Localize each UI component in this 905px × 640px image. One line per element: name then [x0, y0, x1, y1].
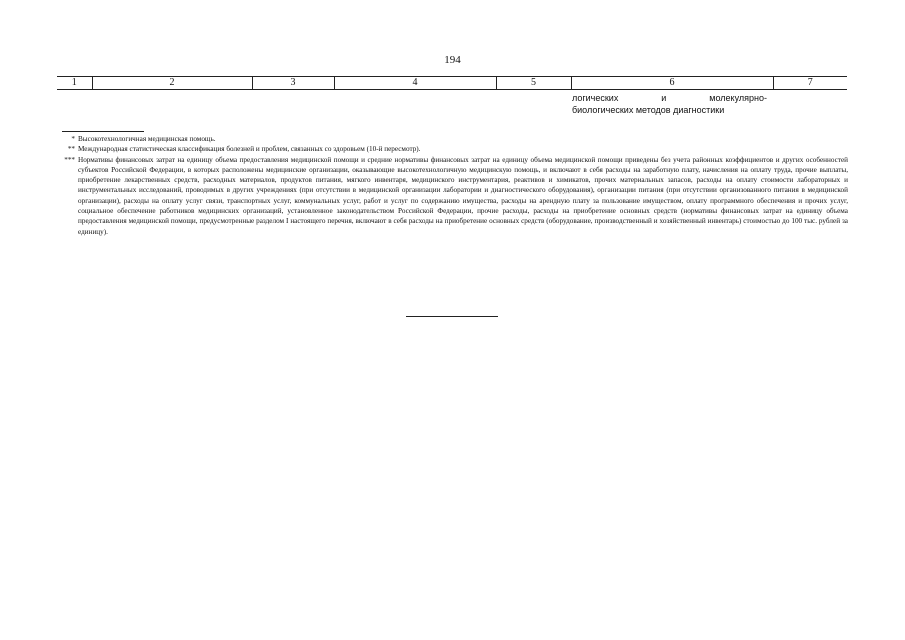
continuation-word: молекулярно- [709, 93, 767, 103]
continuation-word: и [661, 93, 667, 103]
continuation-word: логических [572, 93, 619, 103]
footnote-mark: ** [67, 145, 75, 154]
footnote-mark: *** [64, 155, 75, 164]
column-header-4: 4 [334, 77, 496, 90]
footnote [58, 144, 848, 154]
footnote-text: Международная статистическая классификация болезней и проблем, связанных со здоровьем (10-й пересмотр). [78, 145, 421, 154]
footnote-text: Высокотехнологичная медицинская помощь. [78, 135, 216, 143]
footnote [58, 134, 848, 144]
column-header-2: 2 [92, 77, 252, 90]
end-of-document-rule [406, 316, 498, 317]
column-number-table [57, 76, 847, 90]
table-header-row [57, 77, 847, 90]
column-header-5: 5 [496, 77, 571, 90]
footnotes [58, 134, 848, 237]
continuation-line-1 [572, 92, 767, 104]
column-header-7: 7 [773, 77, 847, 90]
footnote-mark: * [71, 135, 75, 143]
continuation-line-2: биологических методов диагностики [572, 105, 725, 115]
column-header-3: 3 [252, 77, 334, 90]
footnote-separator [62, 131, 144, 132]
column-header-6: 6 [571, 77, 773, 90]
column-header-1: 1 [57, 77, 92, 90]
footnote [58, 155, 848, 237]
table-cell-continuation [572, 92, 767, 116]
page-number: 194 [444, 54, 461, 66]
footnote-text: Нормативы финансовых затрат на единицу объема предоставления медицинской помощи и средние нормативы финансовых затрат на единицу объема медицинской помощи приведены без учета районных коэффициентов и других особенностей субъектов Российской Федерации, в которых расположены медицинские организации, оказывающие высокотехнологичную медицинскую помощь, и включают в себя расходы на заработную плату, начисления на оплату труда, прочие выплаты, приобретение лекарственных средств, расходных материалов, продуктов питания, мягкого инвентаря, медицинского инструментария, реактивов и химикатов, прочих материальных запасов, расходы на оплату стоимости лабораторных и инструментальных исследований, проводимых в других учреждениях (при отсутствии в медицинской организации лаборатории и диагностического оборудования), организации питания (при отсутствии организованного питания в медицинской организации), расходы на оплату услуг связи, транспортных услуг, коммунальных услуг, работ и услуг по содержанию имущества, расходы на арендную плату за пользование имуществом, оплату программного обеспечения и прочих услуг, социальное обеспечение работников медицинских организаций, установленное законодательством Российской Федерации, прочие расходы, расходы на приобретение основных средств (нормативы финансовых затрат на единицу объема предоставления медицинской помощи, предусмотренные разделом I настоящего перечня, включают в себя расходы на приобретение основных средств (оборудование, производственный и хозяйственный инвентарь) стоимостью до 100 тыс. рублей за единицу). [78, 155, 848, 236]
